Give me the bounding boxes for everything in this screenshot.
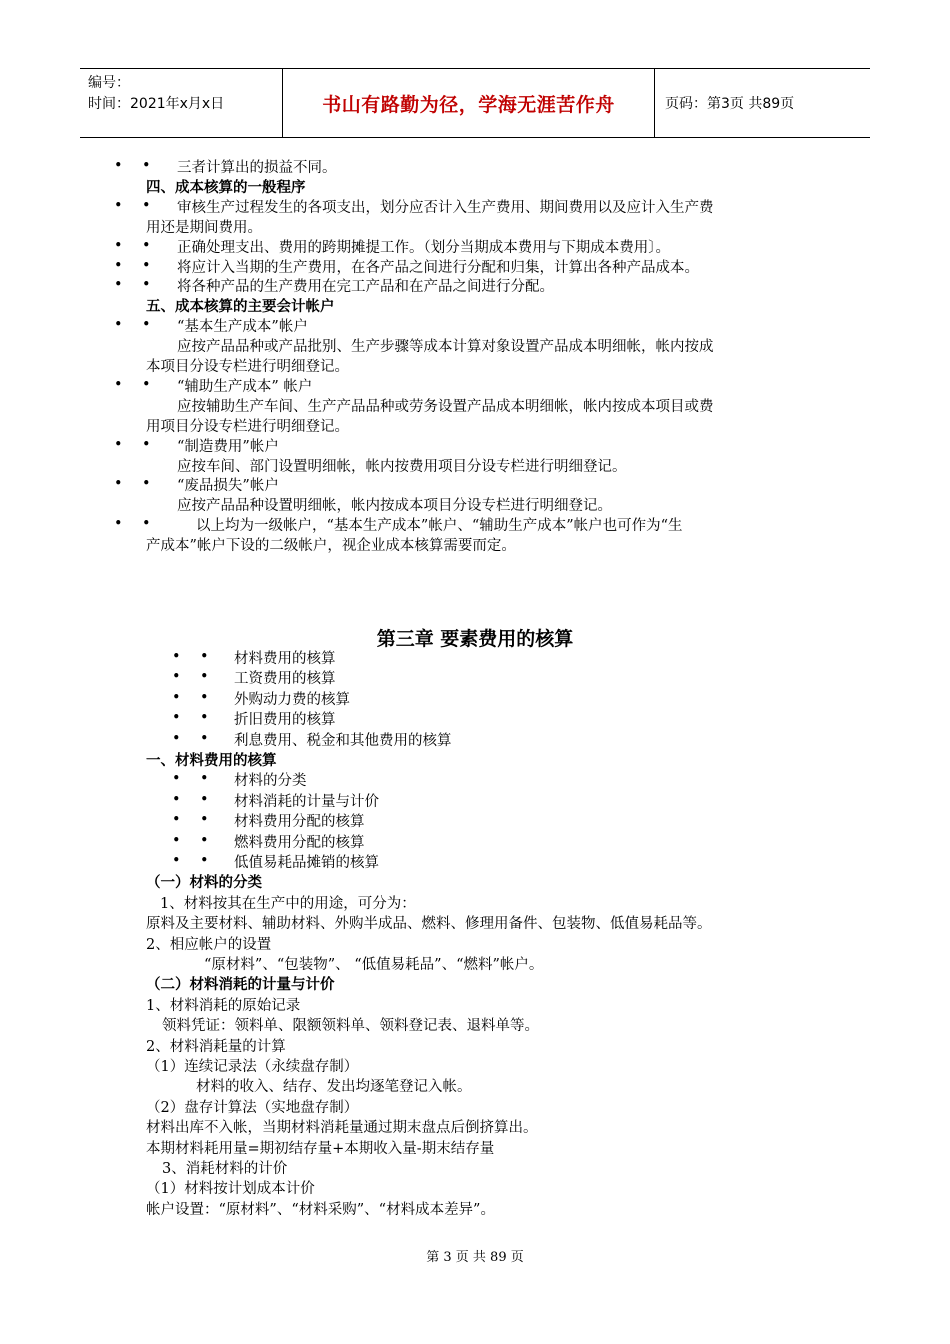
material-item: 材料的分类 [234, 773, 307, 790]
bullet-icon: • [200, 689, 209, 706]
paragraph-line: 材料出库不入帐，当期材料消耗量通过期末盘点后倒挤算出。 [146, 1120, 538, 1137]
bullet-icon: • [114, 317, 123, 334]
bullet-icon: • [142, 158, 151, 174]
chapter-title: 第三章 要素费用的核算 [376, 628, 574, 650]
page-header [80, 68, 870, 138]
bullet-icon: • [172, 730, 181, 747]
bullet-icon: • [142, 237, 151, 254]
paragraph-line: 2、材料消耗量的计算 [146, 1038, 286, 1055]
document-time-label: 时间：2021年x月x日 [88, 96, 225, 112]
paragraph-line: 应按产品品种设置明细帐，帐内按成本项目分设专栏进行明细登记。 [177, 498, 612, 515]
header-page-info: 页码：第3页 共89页 [665, 96, 795, 112]
list-item: 正确处理支出、费用的跨期摊提工作。（划分当期成本费用与下期成本费用〕。 [177, 239, 670, 256]
bullet-icon: • [200, 730, 209, 747]
page-footer: 第 3 页 共 89 页 [426, 1250, 524, 1265]
paragraph-line: 领料凭证：领料单、限额领料单、领料登记表、退料单等。 [162, 1018, 539, 1035]
section-heading: （二）材料消耗的计量与计价 [146, 977, 335, 994]
bullet-icon: • [142, 257, 151, 274]
paragraph-line: （2）盘存计算法（实地盘存制） [146, 1099, 359, 1116]
list-item: “基本生产成本”帐户 [177, 319, 308, 336]
bullet-icon: • [200, 853, 209, 869]
bullet-icon: • [200, 771, 209, 788]
bullet-icon: • [200, 812, 209, 829]
section-heading: （一）材料的分类 [146, 875, 262, 892]
header-page-info-cell [655, 69, 870, 137]
bullet-icon: • [114, 376, 123, 393]
bullet-icon: • [142, 317, 151, 334]
paragraph-line: 本期材料耗用量=期初结存量+本期收入量-期末结存量 [146, 1140, 495, 1157]
bullet-icon: • [172, 812, 181, 829]
bullet-icon: • [172, 771, 181, 788]
bullet-icon: • [114, 158, 123, 174]
paragraph-line: （1）材料按计划成本计价 [146, 1181, 315, 1198]
bullet-icon: • [200, 791, 209, 808]
bullet-icon: • [172, 853, 181, 869]
list-item: 以上均为一级帐户，“基本生产成本”帐户、“辅助生产成本”帐户也可作为“生 [196, 518, 683, 535]
document-number-label: 编号： [88, 75, 130, 91]
list-item: 将应计入当期的生产费用，在各产品之间进行分配和归集，计算出各种产品成本。 [177, 259, 699, 276]
paragraph-line: 用项目分设专栏进行明细登记。 [146, 418, 349, 435]
bullet-icon: • [114, 237, 123, 254]
list-item: “辅助生产成本” 帐户 [177, 378, 313, 395]
list-item: 三者计算出的损益不同。 [177, 160, 337, 176]
bullet-icon: • [172, 649, 181, 665]
paragraph-line: 1、材料按其在生产中的用途，可分为： [160, 895, 416, 912]
chapter-item: 利息费用、税金和其他费用的核算 [234, 732, 452, 749]
list-item: “制造费用”帐户 [177, 438, 279, 455]
paragraph-line: 3、消耗材料的计价 [162, 1161, 288, 1177]
bullet-icon: • [142, 197, 151, 214]
bullet-icon: • [200, 649, 209, 665]
paragraph-line: 应按车间、部门设置明细帐，帐内按费用项目分设专栏进行明细登记。 [177, 458, 627, 475]
material-item: 材料消耗的计量与计价 [234, 793, 379, 810]
bullet-icon: • [114, 516, 123, 533]
paragraph-line: （1）连续记录法（永续盘存制） [146, 1059, 359, 1075]
bullet-icon: • [200, 669, 209, 686]
paragraph-line: 应按产品品种或产品批别、生产步骤等成本计算对象设置产品成本明细帐，帐内按成 [177, 339, 714, 356]
bullet-icon: • [200, 710, 209, 727]
bullet-icon: • [172, 832, 181, 849]
paragraph-line: 产成本”帐户下设的二级帐户，视企业成本核算需要而定。 [146, 538, 516, 555]
bullet-icon: • [114, 436, 123, 453]
bullet-icon: • [142, 516, 151, 533]
bullet-icon: • [142, 376, 151, 393]
chapter-item: 折旧费用的核算 [234, 712, 336, 729]
material-item: 燃料费用分配的核算 [234, 834, 365, 851]
section-heading: 五、成本核算的主要会计帐户 [146, 299, 335, 316]
material-item: 低值易耗品摊销的核算 [234, 855, 379, 871]
bullet-icon: • [142, 436, 151, 453]
header-motto: 书山有路勤为径，学海无涯苦作舟 [322, 93, 615, 116]
paragraph-line: 2、相应帐户的设置 [146, 936, 272, 953]
paragraph-line: 1、材料消耗的原始记录 [146, 997, 301, 1014]
list-item: 审核生产过程发生的各项支出，划分应否计入生产费用、期间费用以及应计入生产费 [177, 199, 714, 216]
paragraph-line: 应按辅助生产车间、生产产品品种或劳务设置产品成本明细帐，帐内按成本项目或费 [177, 398, 714, 415]
bullet-icon: • [114, 277, 123, 294]
bullet-icon: • [172, 791, 181, 808]
bullet-icon: • [142, 277, 151, 294]
bullet-icon: • [114, 476, 123, 493]
chapter-item: 材料费用的核算 [234, 651, 336, 667]
chapter-item: 外购动力费的核算 [234, 691, 350, 708]
header-meta [80, 69, 283, 137]
paragraph-line: 原料及主要材料、辅助材料、外购半成品、燃料、修理用备件、包装物、低值易耗品等。 [146, 916, 712, 933]
bullet-icon: • [172, 710, 181, 727]
paragraph-line: 用还是期间费用。 [146, 219, 262, 236]
header-motto-cell [283, 69, 655, 137]
bullet-icon: • [114, 197, 123, 214]
bullet-icon: • [200, 832, 209, 849]
list-item: 将各种产品的生产费用在完工产品和在产品之间进行分配。 [177, 279, 554, 296]
section-heading: 四、成本核算的一般程序 [146, 179, 306, 196]
bullet-icon: • [172, 669, 181, 686]
bullet-icon: • [172, 689, 181, 706]
paragraph-line: 帐户设置：“原材料”、“材料采购”、“材料成本差异”。 [146, 1201, 495, 1218]
paragraph-line: “原材料”、“包装物”、 “低值易耗品”、“燃料”帐户。 [204, 957, 544, 973]
bullet-icon: • [114, 257, 123, 274]
section-heading: 一、材料费用的核算 [146, 753, 277, 769]
material-item: 材料费用分配的核算 [234, 814, 365, 831]
paragraph-line: 材料的收入、结存、发出均逐笔登记入帐。 [196, 1079, 472, 1096]
list-item: “废品损失”帐户 [177, 478, 279, 495]
paragraph-line: 本项目分设专栏进行明细登记。 [146, 359, 349, 375]
bullet-icon: • [142, 476, 151, 493]
chapter-item: 工资费用的核算 [234, 671, 336, 688]
